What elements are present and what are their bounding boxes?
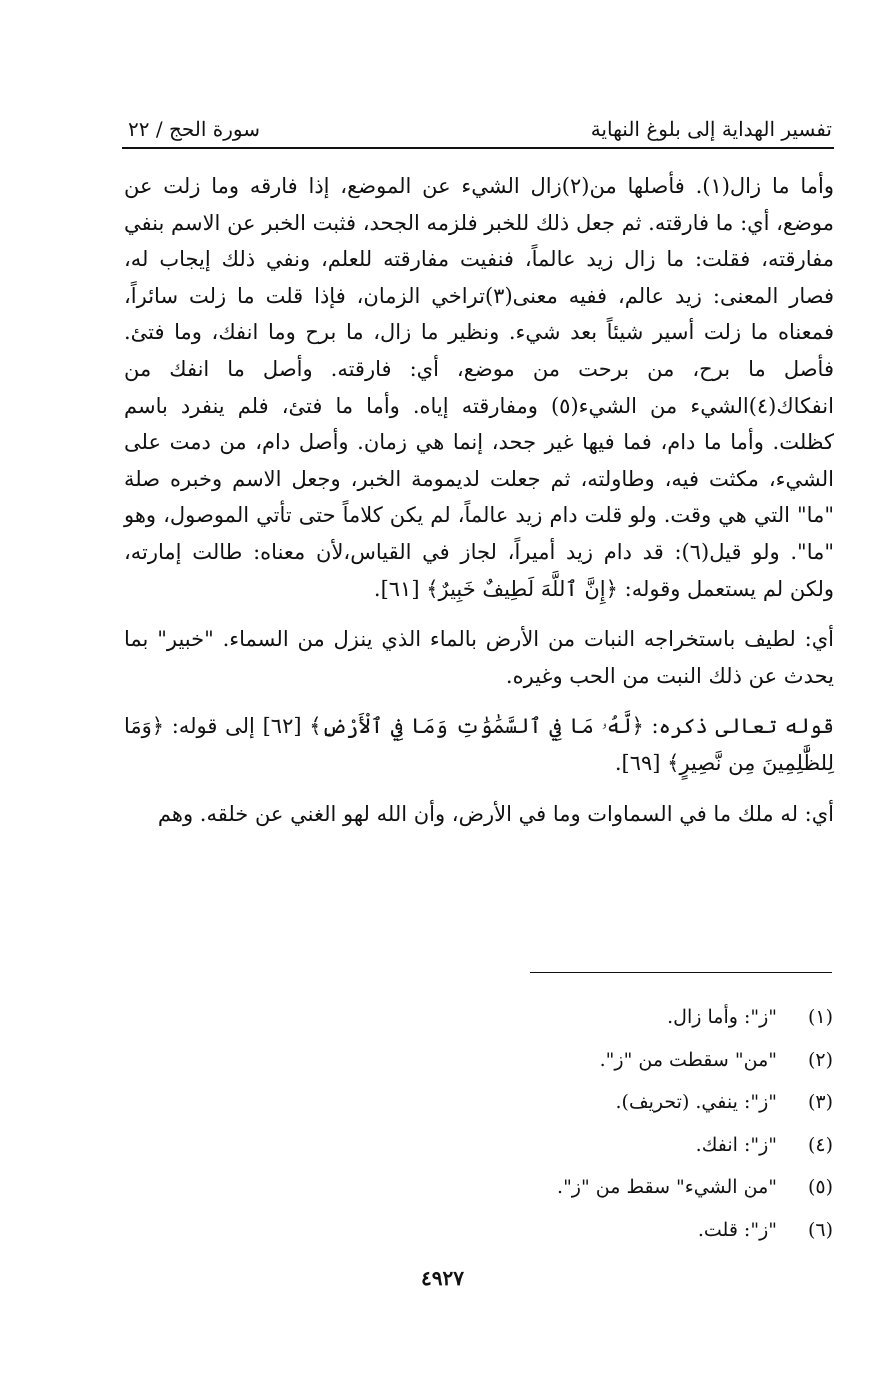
footnote-number: (٢) <box>807 1048 833 1071</box>
footnote-number: (٤) <box>807 1133 833 1156</box>
paragraph: قوله تعالى ذكره: ﴿لَّهُۥ مَا فِي ٱلسَّمَٰوَٰتِ وَمَا فِي ٱلْأَرْضِ﴾ [٦٢] إلى قوله: ﴿وَمَا لِلظَّٰلِمِينَ مِن نَّصِيرٍ﴾ [٦٩]. <box>124 714 834 775</box>
footnote-text: "من" سقطت من "ز". <box>599 1048 777 1071</box>
footnote-text: "ز": قلت. <box>697 1218 777 1241</box>
footnote-number: (٥) <box>807 1176 833 1198</box>
footnote-item <box>233 1081 833 1124</box>
main-text <box>124 168 834 832</box>
footnote-number: (١) <box>807 1006 833 1028</box>
footnote-item <box>233 1166 833 1209</box>
footnote-text: "ز": ينفي. (تحريف). <box>615 1091 777 1113</box>
footnotes <box>233 996 833 1251</box>
paragraph: أي: لطيف باستخراجه النبات من الأرض بالماء الذي ينزل من السماء. "خبير" بما يحدث عن ذلك النبت من الحب وغيره. <box>124 627 834 688</box>
footnote-item <box>233 1039 833 1082</box>
running-header <box>122 112 834 148</box>
footnote-number: (٣) <box>807 1091 833 1113</box>
footnote-item <box>233 1124 833 1167</box>
surah-reference: سورة الحج / ٢٢ <box>128 117 260 141</box>
footnote-item <box>233 1209 833 1252</box>
footnote-text: "ز": انفك. <box>695 1133 777 1156</box>
header-divider <box>122 147 834 149</box>
book-title: تفسير الهداية إلى بلوغ النهاية <box>590 117 832 141</box>
footnote-text: "ز": وأما زال. <box>667 1006 777 1028</box>
footnote-number: (٦) <box>807 1218 833 1241</box>
page-number: ٤٩٢٧ <box>421 1266 464 1290</box>
paragraph: أي: له ملك ما في السماوات وما في الأرض، وأن الله لهو الغني عن خلقه. وهم <box>157 801 834 826</box>
footnote-item <box>233 996 833 1039</box>
footnote-text: "من الشيء" سقط من "ز". <box>557 1176 777 1198</box>
paragraph: وأما ما زال(١). فأصلها من(٢)زال الشيء عن الموضع، إذا فارقه وما زلت عن موضع، أي: ما فارقته. ثم جعل ذلك للخبر فلزمه الجحد، فثبت الخبر عن الاسم بنفي مفارقته، فقلت: ما زال زيد عالماً، فنفيت مفارقته للعلم، ونفي ذلك إيجاب له، فصار المعنى: زيد عالم، ففيه معنى(٣)تراخي الزمان، فإذا قلت ما زلت سائراً، فمعناه ما زلت أسير شيئاً بعد شيء. ونظير ما زال، ما برح وما انفك، وما فتئ. فأصل ما برح، من برحت من موضع، أي: فارقته. وأصل ما انفك من انفكاك(٤)الشيء من الشيء(٥) ومفارقته إياه. وأما ما فتئ، فلم ينفرد باسم كظلت. وأما ما دام، فما فيها غير جحد، إنما هي زمان. وأصل دام، من دمت على الشيء، مكثت فيه، وطاولته، ثم جعلت لديمومة الخبر، وجعل الاسم وخبره صلة "ما" التي هي وقت. ولو قلت دام زيد عالماً، لم يكن كلاماً حتى تأتي الموصول، وهو "ما". ولو قيل(٦): قد دام زيد أميراً، لجاز في القياس،لأن معناه: طالت إمارته، ولكن لم يستعمل وقوله: ﴿إِنَّ ٱللَّهَ لَطِيفٌ خَبِيرٌ﴾ [٦١]. <box>124 174 835 601</box>
footnote-divider <box>530 972 832 973</box>
